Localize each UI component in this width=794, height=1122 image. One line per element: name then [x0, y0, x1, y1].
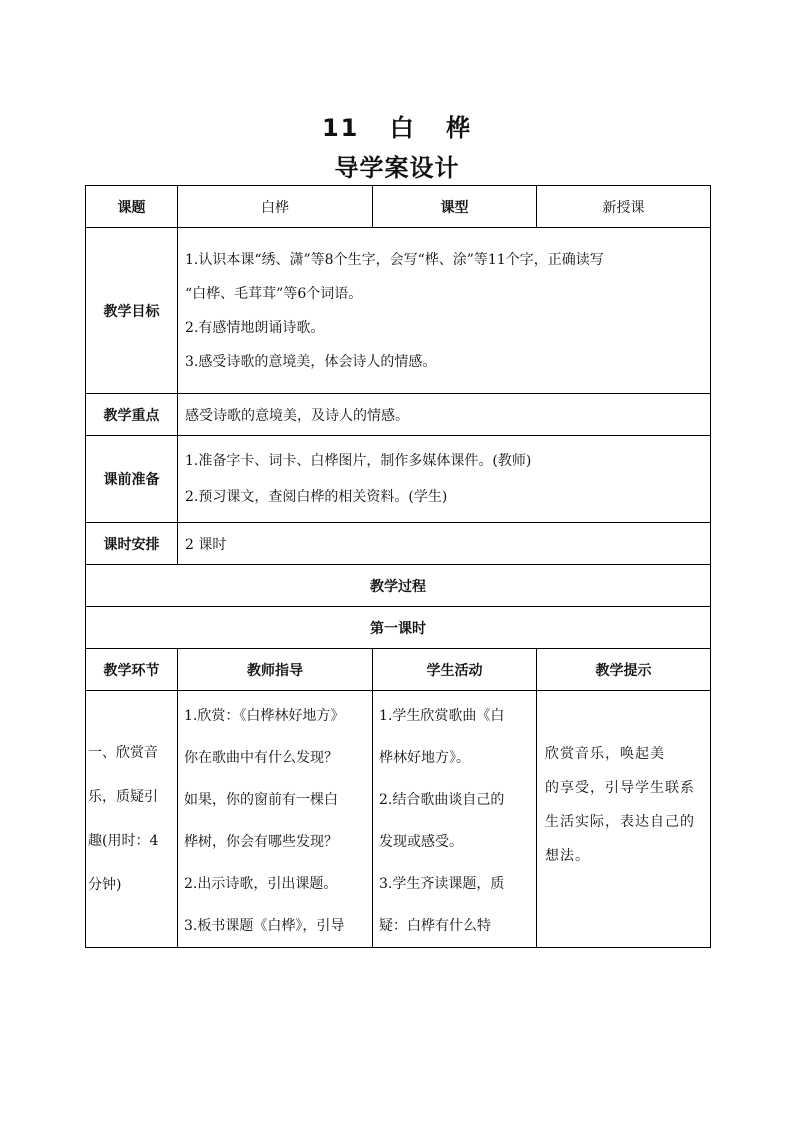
column-header-row [86, 649, 711, 691]
teacher-line: 2.出示诗歌，引出课题。 [184, 876, 338, 892]
teacher-line: 如果，你的窗前有一棵白 [184, 792, 338, 808]
focus-row [86, 394, 711, 436]
prep-content [178, 436, 711, 523]
schedule-row [86, 523, 711, 565]
schedule-label: 课时安排 [86, 523, 178, 565]
focus-value: 感受诗歌的意境美，及诗人的情感。 [178, 394, 711, 436]
prep-label: 课前准备 [86, 436, 178, 523]
goals-content [178, 228, 711, 394]
goal-line: 1.认识本课“绣、潇”等8个生字，会写“桦、涂”等11个字，正确读写 [185, 251, 604, 268]
stage-line: 趣(用时：4 [88, 833, 159, 849]
goal-line: “白桦、毛茸茸”等6个词语。 [185, 285, 363, 302]
goal-line: 3.感受诗歌的意境美，体会诗人的情感。 [185, 353, 437, 370]
teacher-line: 3.板书课题《白桦》，引导 [184, 918, 345, 934]
col-header-teacher: 教师指导 [178, 649, 373, 691]
student-line: 桦林好地方》。 [379, 750, 470, 766]
tip-line: 的享受，引导学生联系 [545, 780, 695, 796]
prep-line: 1.准备字卡、词卡、白桦图片，制作多媒体课件。(教师) [185, 453, 532, 469]
schedule-value: 2 课时 [178, 523, 711, 565]
type-value: 新授课 [537, 186, 711, 228]
teacher-line: 桦树，你会有哪些发现？ [184, 834, 338, 850]
document-subtitle: 导学案设计 [334, 154, 460, 182]
goals-label: 教学目标 [86, 228, 178, 394]
student-line: 2.结合歌曲谈自己的 [379, 792, 505, 808]
teacher-line: 1.欣赏：《白桦林好地方》 [184, 708, 345, 724]
period-heading: 第一课时 [86, 607, 711, 649]
goals-row [86, 228, 711, 394]
topic-row [86, 186, 711, 228]
focus-label: 教学重点 [86, 394, 178, 436]
stage-line: 乐，质疑引 [88, 789, 158, 805]
student-line: 1.学生欣赏歌曲《白 [379, 708, 505, 724]
student-line: 发现或感受。 [379, 834, 463, 850]
teacher-line: 你在歌曲中有什么发现？ [184, 750, 338, 766]
student-line: 3.学生齐读课题，质 [379, 876, 505, 892]
period-heading-row [86, 607, 711, 649]
process-heading: 教学过程 [86, 565, 711, 607]
topic-value: 白桦 [178, 186, 373, 228]
activity-row [86, 691, 711, 948]
lesson-plan-table [85, 185, 711, 948]
prep-row [86, 436, 711, 523]
topic-label: 课题 [86, 186, 178, 228]
tip-line: 想法。 [545, 848, 590, 864]
stage-line: 分钟) [88, 877, 122, 893]
stage-line: 一、欣赏音 [88, 745, 158, 761]
goal-line: 2.有感情地朗诵诗歌。 [185, 319, 325, 336]
student-activity-cell [373, 691, 537, 948]
stage-cell [86, 691, 178, 948]
student-line: 疑：白桦有什么特 [379, 918, 491, 934]
teaching-tip-cell [537, 691, 711, 948]
col-header-tips: 教学提示 [537, 649, 711, 691]
tip-line: 欣赏音乐，唤起美 [545, 746, 665, 762]
process-heading-row [86, 565, 711, 607]
teacher-guidance-cell [178, 691, 373, 948]
prep-line: 2.预习课文，查阅白桦的相关资料。(学生) [185, 489, 448, 505]
tip-line: 生活实际，表达自己的 [545, 814, 695, 830]
col-header-student: 学生活动 [373, 649, 537, 691]
lesson-title: 11 白 桦 [321, 114, 473, 142]
type-label: 课型 [373, 186, 537, 228]
col-header-stage: 教学环节 [86, 649, 178, 691]
